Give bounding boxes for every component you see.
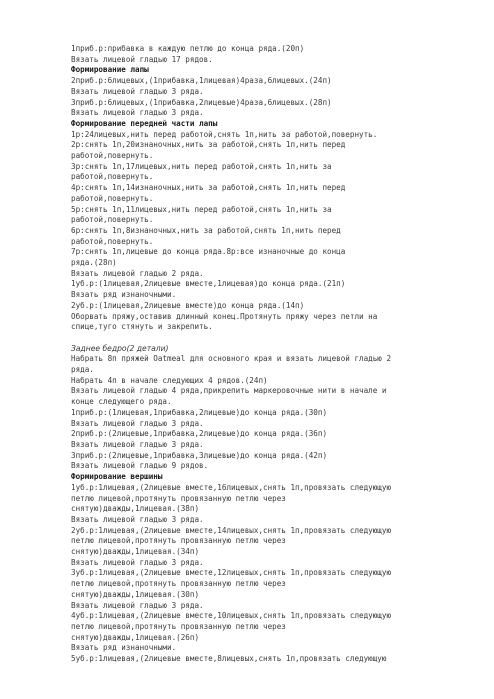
instruction-line: петлю лицевой,протянуть провязанную петлю через bbox=[71, 493, 286, 503]
instruction-line: 2уб.р:(1лицевая,2лицевые вместе)до конца ряда.(14п) bbox=[71, 300, 305, 310]
instruction-line: петлю лицевой,протянуть провязанную петлю через bbox=[71, 579, 286, 589]
instruction-line: 3уб.р:1лицевая,(2лицевые вместе,12лицевых,снять 1п,провязать следующую bbox=[71, 568, 392, 578]
instruction-line: петлю лицевой,протянуть провязанную петлю через bbox=[71, 621, 286, 631]
instruction-line: Вязать лицевой гладью 4 ряда,прикрепить маркеровочные нити в начале и bbox=[71, 386, 387, 396]
instruction-line: Вязать лицевой гладью 2 ряда. bbox=[71, 268, 204, 278]
instruction-line: 2р:снять 1п,20изнаночных,нить за работой,снять 1п,нить перед bbox=[71, 140, 346, 150]
instruction-line: Вязать лицевой гладью 3 ряда. bbox=[71, 108, 204, 118]
instruction-line: 1уб.р:1лицевая,(2лицевые вместе,16лицевых,снять 1п,провязать следующую bbox=[71, 482, 392, 492]
instruction-line: Вязать лицевой гладью 3 ряда. bbox=[71, 557, 204, 567]
instruction-line: снятую)дважды,1лицевая.(38п) bbox=[71, 504, 200, 514]
instruction-line: 4уб.р:1лицевая,(2лицевые вместе,10лицевых,снять 1п,провязать следующую bbox=[71, 611, 392, 621]
instruction-line: Вязать лицевой гладью 9 рядов. bbox=[71, 461, 209, 471]
instruction-line: работой,повернуть. bbox=[71, 215, 154, 225]
instruction-line: 1уб.р:(1лицевая,2лицевые вместе,1лицевая)до конца ряда.(21п) bbox=[71, 279, 346, 289]
instruction-line: спице,туго стянуть и закрепить. bbox=[71, 322, 213, 332]
document-page bbox=[71, 44, 471, 665]
instruction-line: 5р:снять 1п,11лицевых,нить перед работой,снять 1п,нить за bbox=[71, 204, 332, 214]
instruction-line: работой,повернуть. bbox=[71, 172, 154, 182]
section-heading: Формирование вершины bbox=[71, 472, 163, 482]
instruction-line: снятую)дважды,1лицевая.(26п) bbox=[71, 632, 200, 642]
instruction-line: Вязать ряд изнаночными. bbox=[71, 290, 177, 300]
instruction-line: Вязать лицевой гладью 3 ряда. bbox=[71, 418, 204, 428]
instruction-line: Набрать 4п в начале следующих 4 рядов.(24п) bbox=[71, 375, 268, 385]
instruction-line: ряда.(28п) bbox=[71, 258, 117, 268]
part-title: Заднее бедро(2 детали) bbox=[71, 343, 169, 353]
instruction-line: 5уб.р:1лицевая,(2лицевые вместе,8лицевых,снять 1п,провязать следующую bbox=[71, 654, 387, 664]
instruction-line: Вязать лицевой гладью 3 ряда. bbox=[71, 86, 204, 96]
instruction-line: Вязать ряд изнаночными. bbox=[71, 643, 177, 653]
instruction-line: конце следующего ряда. bbox=[71, 397, 172, 407]
instruction-line: 1приб.р:прибавка в каждую петлю до конца ряда.(20п) bbox=[71, 44, 305, 53]
instruction-line: 4р:снять 1п,14изнаночных,нить за работой,снять 1п,нить перед bbox=[71, 183, 346, 193]
instruction-line: 1р:24лицевых,нить перед работой,снять 1п,нить за работой,повернуть. bbox=[71, 129, 378, 139]
instruction-line: 3приб.р:(2лицевые,1прибавка,3лицевые)до конца ряда.(42п) bbox=[71, 450, 328, 460]
instruction-line: 2приб.р:(2лицевые,1прибавка,2лицевые)до конца ряда.(36п) bbox=[71, 429, 328, 439]
instruction-line: ряда. bbox=[71, 365, 94, 375]
instruction-line: Набрать 8п пряжей Oatmeal для основного края и вязать лицевой гладью 2 bbox=[71, 354, 392, 364]
instruction-line: Оборвать пряжу,оставив длинный конец.Протянуть пряжу через петли на bbox=[71, 311, 378, 321]
instruction-line: работой,повернуть. bbox=[71, 193, 154, 203]
instruction-line: 1приб.р:(1лицевая,1прибавка,2лицевые)до конца ряда.(30п) bbox=[71, 407, 328, 417]
instruction-line: работой,повернуть. bbox=[71, 236, 154, 246]
instruction-line: снятую)дважды,1лицевая.(30п) bbox=[71, 589, 200, 599]
instruction-line: Вязать лицевой гладью 3 ряда. bbox=[71, 440, 204, 449]
instruction-line: Вязать лицевой гладью 3 ряда. bbox=[71, 514, 204, 524]
instruction-line: 7р:снять 1п,лицевые до конца ряда.8р:все изнаночные до конца bbox=[71, 247, 346, 257]
instruction-line: 3приб.р:6лицевых,(1прибавка,2лицевые)4раза,6лицевых.(28п) bbox=[71, 97, 332, 107]
instruction-line: Вязать лицевой гладью 17 рядов. bbox=[71, 54, 213, 64]
instruction-line: Вязать лицевой гладью 3 ряда. bbox=[71, 600, 204, 610]
instruction-line: петлю лицевой,протянуть провязанную петлю через bbox=[71, 536, 286, 546]
instruction-line: снятую)дважды,1лицевая.(34п) bbox=[71, 547, 200, 557]
instruction-line: работой,повернуть. bbox=[71, 151, 154, 161]
instruction-line: 6р:снять 1п,8изнаночных,нить за работой,снять 1п,нить перед bbox=[71, 225, 341, 235]
instruction-line: 2приб.р:6лицевых,(1прибавка,1лицевая)4раза,6лицевых.(24п) bbox=[71, 76, 332, 86]
section-heading: Формирование передней части лапы bbox=[71, 118, 218, 128]
instruction-line: 2уб.р:1лицевая,(2лицевые вместе,14лицевых,снять 1п,провязать следующую bbox=[71, 525, 392, 535]
section-heading: Формирование лапы bbox=[71, 65, 149, 75]
instruction-line: 3р:снять 1п,17лицевых,нить перед работой,снять 1п,нить за bbox=[71, 161, 332, 171]
